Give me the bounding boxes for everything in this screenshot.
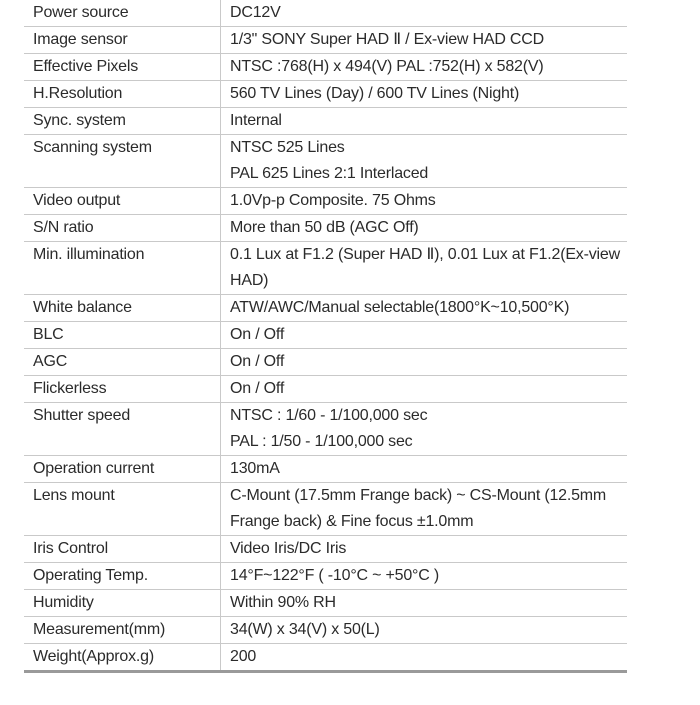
spec-value (221, 108, 627, 134)
spec-row (24, 536, 627, 563)
spec-label: Video output (24, 188, 221, 214)
spec-label: Sync. system (24, 108, 221, 134)
spec-value (221, 135, 627, 187)
spec-value-line: More than 50 dB (AGC Off) (230, 219, 419, 236)
spec-label: Iris Control (24, 536, 221, 562)
spec-value (221, 0, 627, 26)
spec-label: Power source (24, 0, 221, 26)
spec-row (24, 0, 627, 27)
spec-value (221, 27, 627, 53)
spec-label: Flickerless (24, 376, 221, 402)
spec-value (221, 81, 627, 107)
spec-label: S/N ratio (24, 215, 221, 241)
spec-row (24, 27, 627, 54)
spec-value-line: Video Iris/DC Iris (230, 540, 347, 557)
spec-value (221, 563, 627, 589)
spec-row (24, 376, 627, 403)
spec-value-line: NTSC 525 Lines (230, 139, 345, 156)
spec-row (24, 349, 627, 376)
spec-value-line: 1/3" SONY Super HAD Ⅱ / Ex-view HAD CCD (230, 31, 544, 48)
spec-label: Humidity (24, 590, 221, 616)
spec-row (24, 135, 627, 188)
spec-row (24, 108, 627, 135)
spec-value-line: 560 TV Lines (Day) / 600 TV Lines (Night) (230, 85, 520, 102)
spec-label: AGC (24, 349, 221, 375)
spec-row (24, 403, 627, 456)
spec-row (24, 188, 627, 215)
spec-value-line: C-Mount (17.5mm Frange back) ~ CS-Mount (12.5mm (230, 487, 607, 504)
spec-value (221, 590, 627, 616)
spec-label: BLC (24, 322, 221, 348)
spec-value-line: PAL 625 Lines 2:1 Interlaced (230, 165, 429, 182)
spec-label: Scanning system (24, 135, 221, 187)
spec-value (221, 644, 627, 670)
spec-value-line: PAL : 1/50 - 1/100,000 sec (230, 433, 413, 450)
spec-value (221, 483, 627, 535)
spec-value (221, 376, 627, 402)
spec-value (221, 295, 627, 321)
spec-label: Operation current (24, 456, 221, 482)
spec-value-line: 34(W) x 34(V) x 50(L) (230, 621, 380, 638)
spec-row (24, 644, 627, 673)
spec-row (24, 483, 627, 536)
spec-value-line: Within 90% RH (230, 594, 336, 611)
spec-table (24, 0, 627, 673)
spec-value-line: 0.1 Lux at F1.2 (Super HAD Ⅱ), 0.01 Lux at F1.2(Ex-view (230, 246, 620, 263)
spec-row (24, 81, 627, 108)
spec-value-line: Frange back) & Fine focus ±1.0mm (230, 513, 474, 530)
spec-value (221, 536, 627, 562)
spec-label: Operating Temp. (24, 563, 221, 589)
spec-label: White balance (24, 295, 221, 321)
spec-row (24, 215, 627, 242)
spec-row (24, 617, 627, 644)
spec-label: Measurement(mm) (24, 617, 221, 643)
spec-label: H.Resolution (24, 81, 221, 107)
spec-value-line: On / Off (230, 353, 285, 370)
spec-value (221, 322, 627, 348)
spec-value (221, 349, 627, 375)
spec-label: Weight(Approx.g) (24, 644, 221, 670)
spec-value (221, 188, 627, 214)
spec-value-line: On / Off (230, 326, 285, 343)
spec-value-line: 14°F~122°F ( -10°C ~ +50°C ) (230, 567, 439, 584)
spec-value-line: 200 (230, 648, 257, 665)
spec-value (221, 403, 627, 455)
spec-value-line: 130mA (230, 460, 280, 477)
spec-value-line: ATW/AWC/Manual selectable(1800°K~10,500°K) (230, 299, 570, 316)
spec-label: Shutter speed (24, 403, 221, 455)
spec-row (24, 242, 627, 295)
spec-row (24, 54, 627, 81)
spec-value-line: NTSC : 1/60 - 1/100,000 sec (230, 407, 428, 424)
spec-label: Effective Pixels (24, 54, 221, 80)
spec-value-line: DC12V (230, 4, 281, 21)
spec-label: Image sensor (24, 27, 221, 53)
spec-row (24, 295, 627, 322)
spec-label: Lens mount (24, 483, 221, 535)
spec-label: Min. illumination (24, 242, 221, 294)
spec-row (24, 322, 627, 349)
spec-value-line: 1.0Vp-p Composite. 75 Ohms (230, 192, 436, 209)
spec-value-line: On / Off (230, 380, 285, 397)
spec-row (24, 563, 627, 590)
spec-value (221, 215, 627, 241)
spec-value (221, 617, 627, 643)
spec-row (24, 590, 627, 617)
spec-value-line: HAD) (230, 272, 269, 289)
spec-value (221, 456, 627, 482)
spec-value (221, 54, 627, 80)
spec-value-line: NTSC :768(H) x 494(V) PAL :752(H) x 582(V) (230, 58, 544, 75)
spec-value (221, 242, 627, 294)
spec-row (24, 456, 627, 483)
spec-value-line: Internal (230, 112, 282, 129)
